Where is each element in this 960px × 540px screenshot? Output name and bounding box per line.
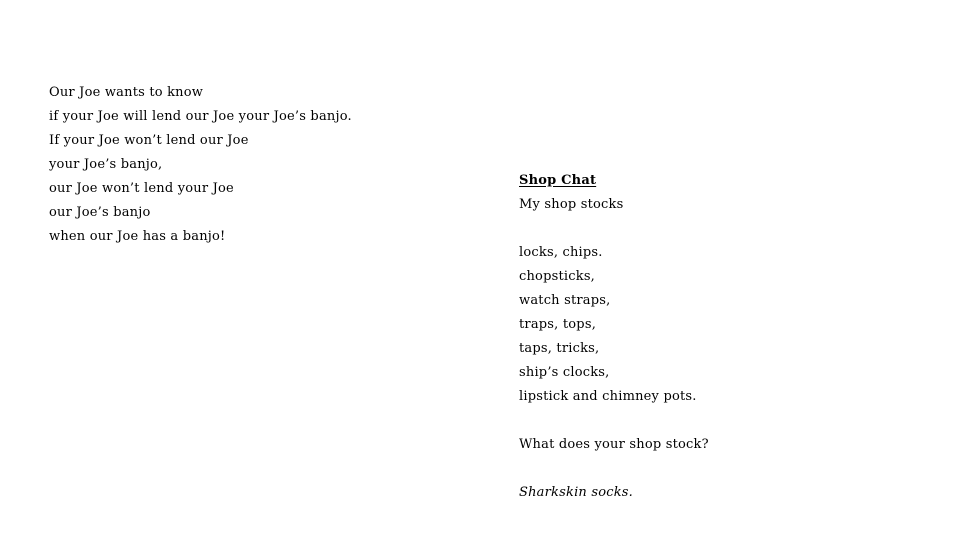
stanza-gap [519,457,709,481]
poem-line: taps, tricks, [519,341,600,356]
poem-line: locks, chips. [519,245,603,260]
poem-line: If your Joe won’t lend our Joe [49,133,249,148]
stanza-gap [519,409,709,433]
stanza-gap [519,217,709,241]
poem-title: Shop Chat [519,173,597,188]
poem-line: ship’s clocks, [519,365,610,380]
poem-intro-line: My shop stocks [519,197,624,212]
poem-question-line: What does your shop stock? [519,437,709,452]
poem-line: traps, tops, [519,317,597,332]
poem-line: if your Joe will lend our Joe your Joe’s banjo. [49,109,352,124]
poem-line: Our Joe wants to know [49,85,204,100]
poem-line: your Joe’s banjo, [49,157,163,172]
poem-line: watch straps, [519,293,611,308]
poem-line: lipstick and chimney pots. [519,389,697,404]
poem-line: our Joe won’t lend your Joe [49,181,234,196]
tongue-twister-joe-banjo [49,81,352,249]
poem-line: chopsticks, [519,269,596,284]
shop-chat-poem [519,169,709,505]
poem-line: our Joe’s banjo [49,205,151,220]
poem-answer-line: Sharkskin socks. [519,485,633,500]
poem-line: when our Joe has a banjo! [49,229,226,244]
